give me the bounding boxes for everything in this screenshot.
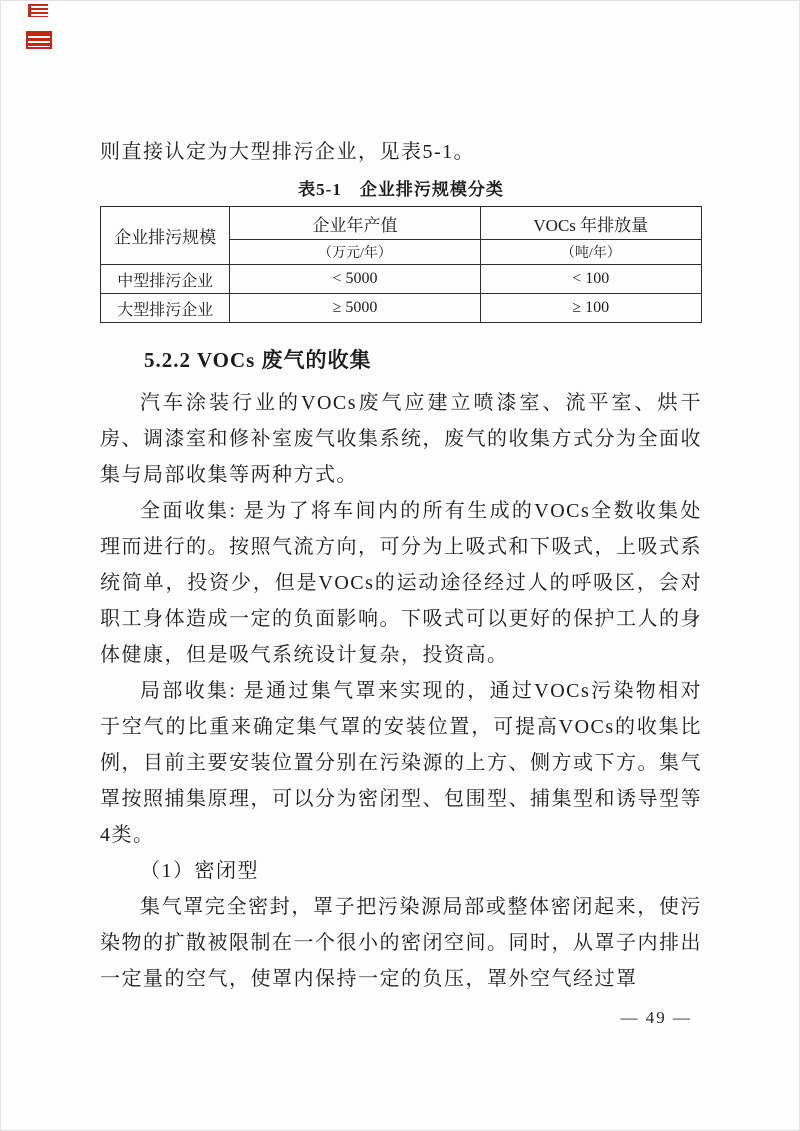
paragraph: 局部收集: 是通过集气罩来实现的，通过VOCs污染物相对于空气的比重来确定集气罩的安装位置，可提高VOCs的收集比例，目前主要安装位置分别在污染源的上方、侧方或下方。集气罩按照捕集原理，可以分为密闭型、包围型、捕集型和诱导型等4类。 [100, 680, 702, 846]
red-stamp-fragment-icon [26, 31, 52, 49]
table-caption: 表5-1 企业排污规模分类 [298, 180, 504, 199]
table-cell-output: ≥ 5000 [230, 294, 480, 323]
table-row [101, 265, 702, 294]
paragraph: 集气罩完全密封，罩子把污染源局部或整体密闭起来，使污染物的扩散被限制在一个很小的密闭空间。同时，从罩子内排出一定量的空气，使罩内保持一定的负压，罩外空气经过罩 [100, 896, 702, 990]
emission-scale-table [100, 206, 702, 323]
table-cell-emission: ≥ 100 [480, 294, 701, 323]
intro-paragraph: 则直接认定为大型排污企业，见表5-1。 [100, 141, 476, 163]
table-unit-output: （万元/年） [230, 240, 480, 265]
paragraph: 汽车涂装行业的VOCs废气应建立喷漆室、流平室、烘干房、调漆室和修补室废气收集系统，废气的收集方式分为全面收集与局部收集等两种方式。 [100, 392, 702, 486]
red-stamp-fragment-icon [28, 4, 48, 17]
section-heading: 5.2.2 VOCs 废气的收集 [144, 348, 372, 372]
table-cell-emission: < 100 [480, 265, 701, 294]
table-row-header-cell: 企业排污规模 [101, 207, 230, 265]
table-cell-output: < 5000 [230, 265, 480, 294]
table-col-header-output: 企业年产值 [230, 207, 480, 240]
page-number: — 49 — [620, 1008, 692, 1027]
table-row-label: 大型排污企业 [101, 294, 230, 323]
list-item-heading: （1）密闭型 [140, 860, 259, 882]
table-header-row [101, 207, 702, 240]
paragraph: 全面收集: 是为了将车间内的所有生成的VOCs全数收集处理而进行的。按照气流方向，可分为上吸式和下吸式，上吸式系统简单，投资少，但是VOCs的运动途径经过人的呼吸区，会对职工身体造成一定的负面影响。下吸式可以更好的保护工人的身体健康，但是吸气系统设计复杂，投资高。 [100, 500, 702, 666]
table-row [101, 294, 702, 323]
table-col-header-emission: VOCs 年排放量 [480, 207, 701, 240]
table-unit-emission: （吨/年） [480, 240, 701, 265]
table-row-label: 中型排污企业 [101, 265, 230, 294]
